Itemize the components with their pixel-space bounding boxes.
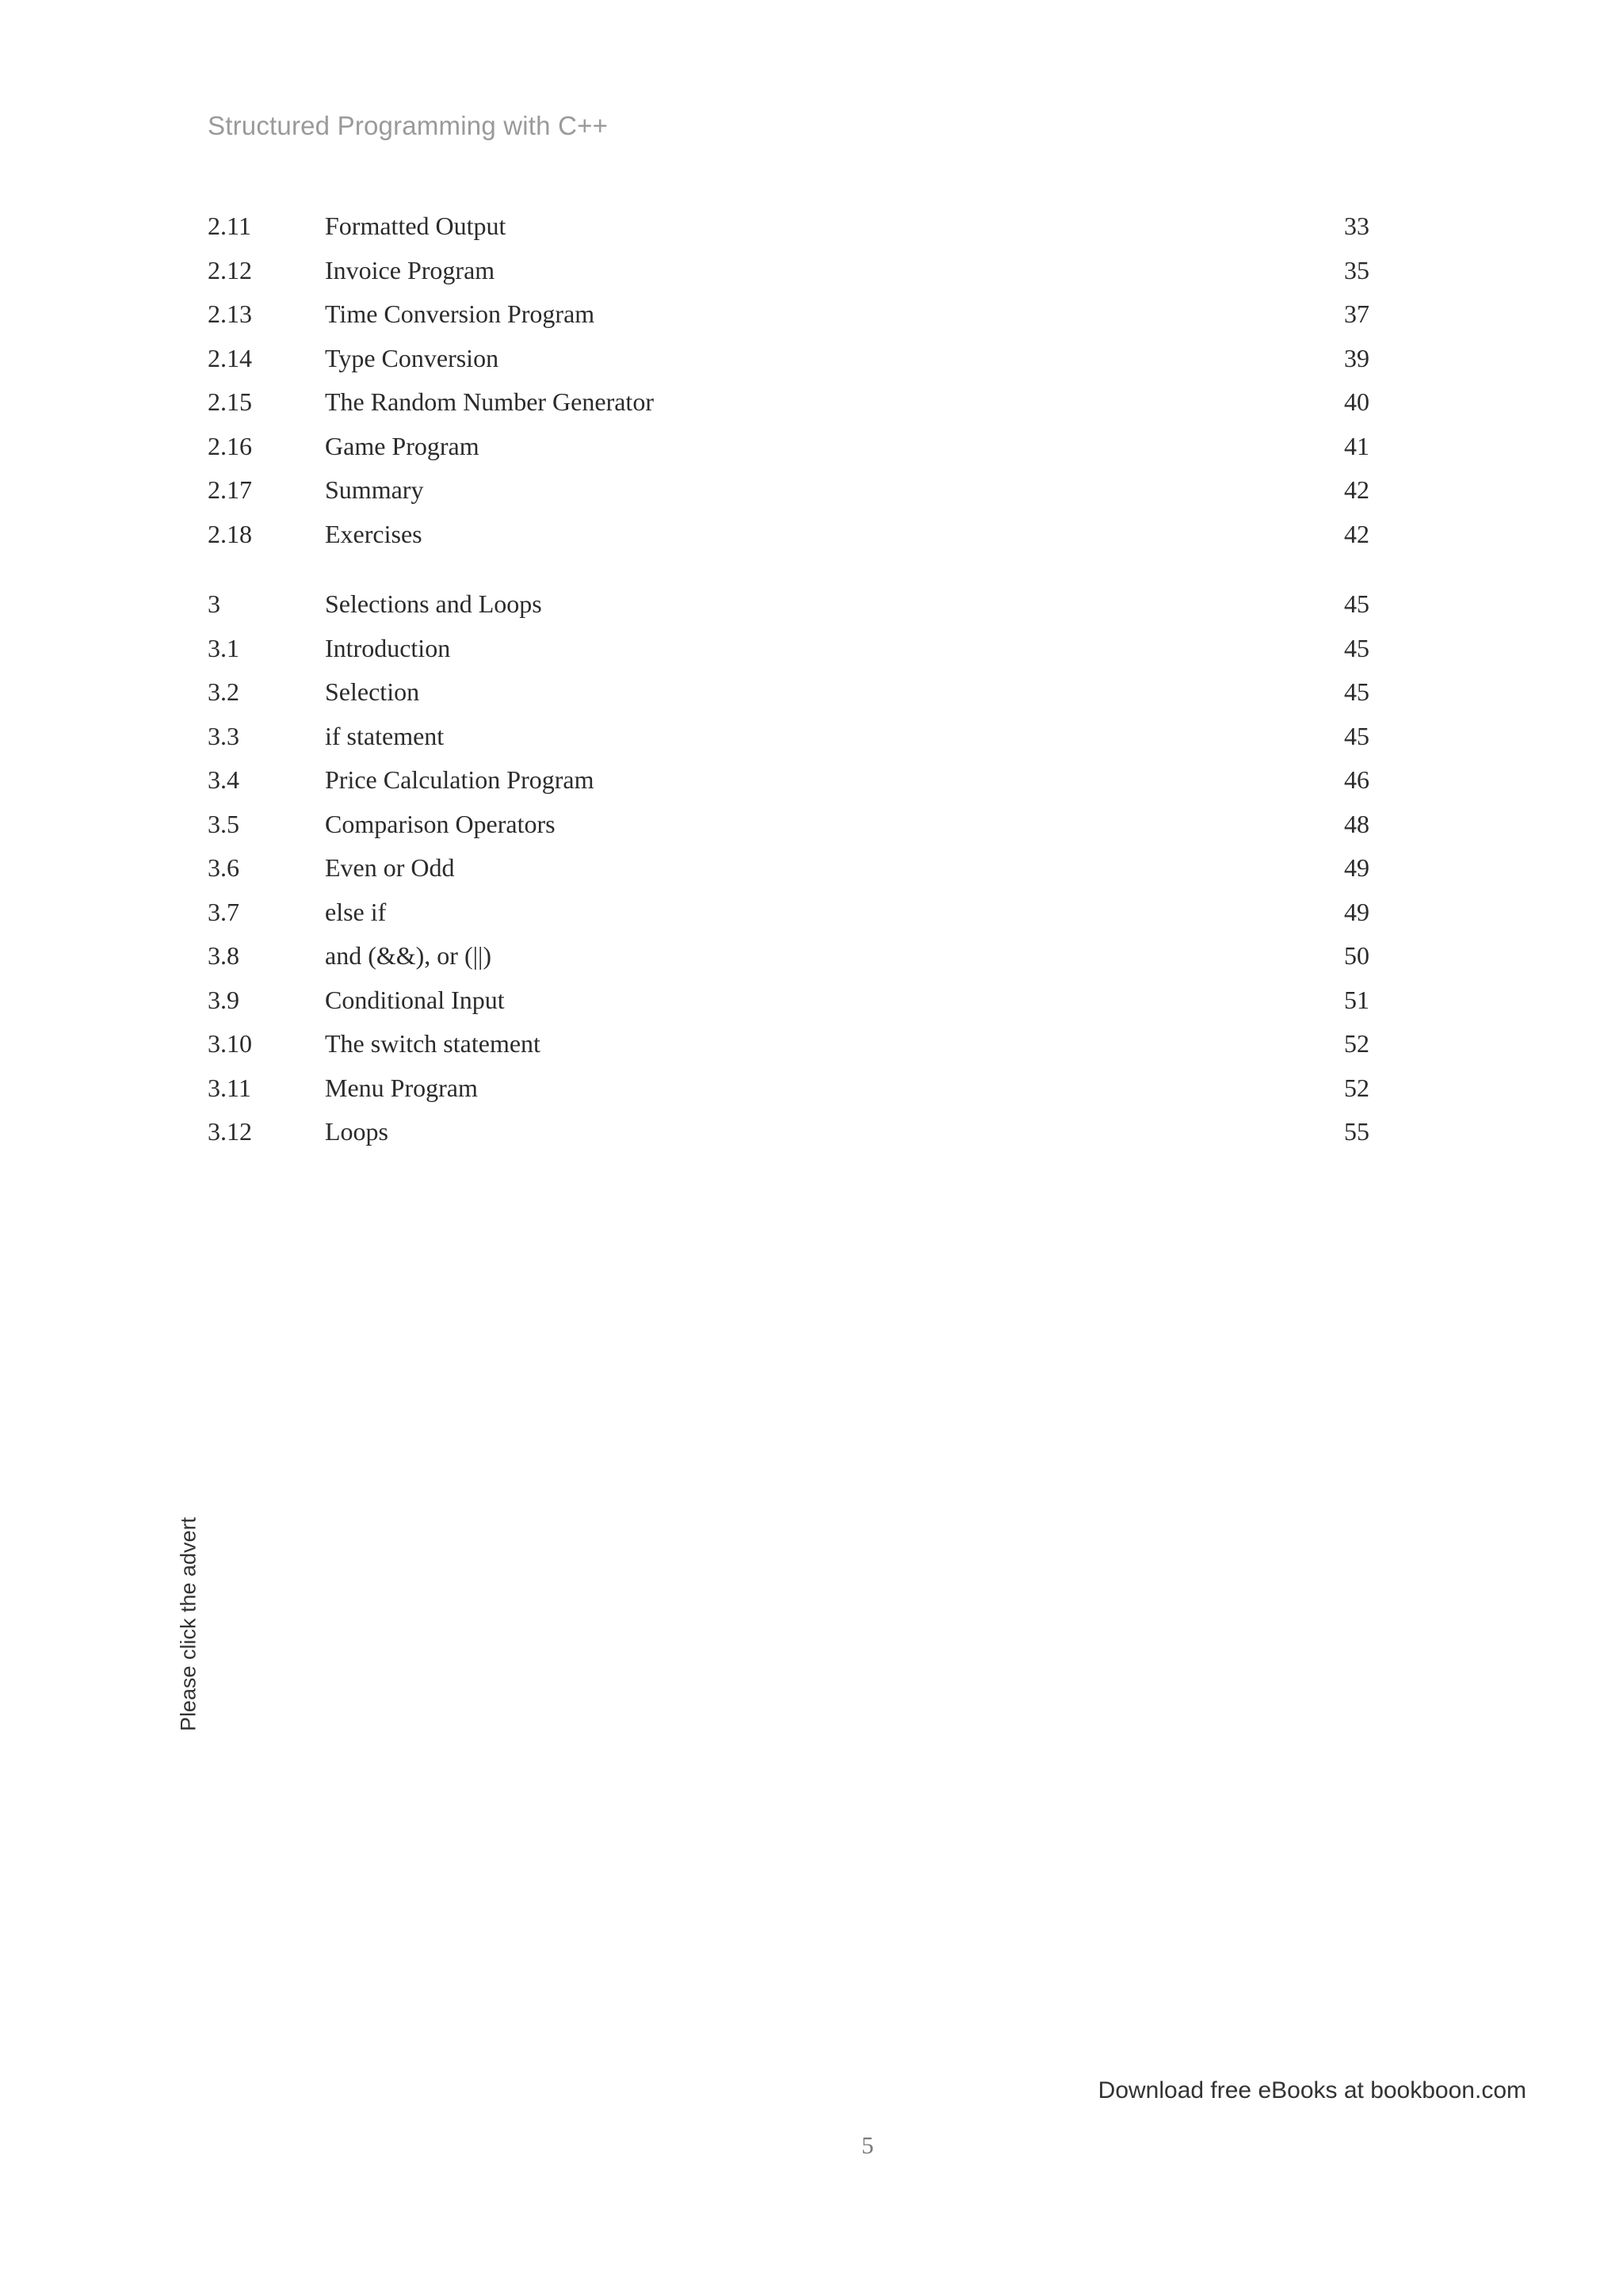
toc-entry[interactable] xyxy=(208,846,1369,891)
toc-chapter-entry[interactable] xyxy=(208,582,1369,627)
toc-entry-title: else if xyxy=(325,897,387,926)
toc-entry-page: 33 xyxy=(1344,212,1369,240)
table-of-contents xyxy=(208,204,1369,1154)
toc-entry-number: 3.2 xyxy=(208,677,239,706)
toc-entry[interactable] xyxy=(208,803,1369,847)
toc-entry-number: 2.18 xyxy=(208,519,252,548)
toc-entry-page: 41 xyxy=(1344,431,1369,460)
toc-entry[interactable] xyxy=(208,249,1369,293)
toc-entry[interactable] xyxy=(208,292,1369,337)
toc-entry-number: 2.12 xyxy=(208,255,252,284)
toc-entry[interactable] xyxy=(208,1110,1369,1154)
toc-entry-number: 2.15 xyxy=(208,387,252,416)
toc-entry[interactable] xyxy=(208,513,1369,557)
toc-entry-title: Menu Program xyxy=(325,1073,478,1102)
toc-entry-page: 46 xyxy=(1344,765,1369,794)
toc-entry-number: 3.12 xyxy=(208,1117,252,1146)
toc-entry-page: 45 xyxy=(1344,677,1369,706)
toc-entry-title: Even or Odd xyxy=(325,853,455,882)
toc-entry-page: 42 xyxy=(1344,475,1369,504)
toc-entry-page: 37 xyxy=(1344,299,1369,328)
toc-entry-number: 3.3 xyxy=(208,721,239,750)
toc-entry[interactable] xyxy=(208,1066,1369,1111)
toc-entry[interactable] xyxy=(208,204,1369,249)
toc-entry-page: 50 xyxy=(1344,941,1369,970)
toc-entry-number: 3.7 xyxy=(208,897,239,926)
toc-entry-title: Loops xyxy=(325,1117,388,1146)
toc-entry[interactable] xyxy=(208,758,1369,803)
toc-entry-title: Game Program xyxy=(325,431,479,460)
toc-entry-number: 3.6 xyxy=(208,853,239,882)
toc-entry-title: Formatted Output xyxy=(325,212,506,240)
toc-entry-title: if statement xyxy=(325,721,445,750)
toc-entry-number: 3 xyxy=(208,589,220,618)
toc-entry[interactable] xyxy=(208,425,1369,469)
toc-entry-page: 49 xyxy=(1344,853,1369,882)
toc-entry-title: Introduction xyxy=(325,633,451,662)
toc-entry-title: Conditional Input xyxy=(325,985,505,1014)
toc-entry-page: 52 xyxy=(1344,1073,1369,1102)
toc-entry[interactable] xyxy=(208,670,1369,715)
toc-entry-page: 51 xyxy=(1344,985,1369,1014)
toc-entry-title: Comparison Operators xyxy=(325,809,556,838)
running-header: Structured Programming with C++ xyxy=(208,111,609,140)
toc-entry-number: 2.16 xyxy=(208,431,252,460)
toc-entry-title: Selections and Loops xyxy=(325,589,542,618)
toc-entry-title: Selection xyxy=(325,677,420,706)
toc-entry-number: 2.17 xyxy=(208,475,252,504)
toc-entry-number: 3.4 xyxy=(208,765,239,794)
toc-entry-number: 3.10 xyxy=(208,1029,252,1058)
toc-entry-page: 39 xyxy=(1344,343,1369,372)
toc-entry-page: 35 xyxy=(1344,255,1369,284)
toc-entry-page: 40 xyxy=(1344,387,1369,416)
toc-entry-title: Exercises xyxy=(325,519,422,548)
toc-entry[interactable] xyxy=(208,468,1369,513)
toc-entry-title: Time Conversion Program xyxy=(325,299,595,328)
toc-entry-page: 52 xyxy=(1344,1029,1369,1058)
toc-entry[interactable] xyxy=(208,978,1369,1023)
toc-entry[interactable] xyxy=(208,715,1369,759)
toc-entry-page: 45 xyxy=(1344,589,1369,618)
toc-entry[interactable] xyxy=(208,1022,1369,1066)
toc-entry-number: 3.9 xyxy=(208,985,239,1014)
toc-entry-title: Invoice Program xyxy=(325,255,495,284)
toc-entry-title: Type Conversion xyxy=(325,343,499,372)
toc-entry-number: 3.8 xyxy=(208,941,239,970)
toc-entry-page: 48 xyxy=(1344,809,1369,838)
toc-entry-page: 42 xyxy=(1344,519,1369,548)
toc-entry-title: The Random Number Generator xyxy=(325,387,654,416)
toc-entry-page: 45 xyxy=(1344,633,1369,662)
toc-entry-number: 2.13 xyxy=(208,299,252,328)
page-number: 5 xyxy=(861,2131,874,2159)
toc-entry-page: 49 xyxy=(1344,897,1369,926)
toc-entry-title: Price Calculation Program xyxy=(325,765,594,794)
toc-entry[interactable] xyxy=(208,891,1369,935)
advert-link[interactable]: Please click the advert xyxy=(176,1516,200,1732)
toc-group xyxy=(208,582,1369,1154)
toc-entry[interactable] xyxy=(208,934,1369,978)
toc-entry-title: Summary xyxy=(325,475,424,504)
toc-entry[interactable] xyxy=(208,627,1369,671)
download-ebooks-link[interactable]: Download free eBooks at bookboon.com xyxy=(1098,2077,1526,2103)
toc-entry[interactable] xyxy=(208,337,1369,381)
toc-entry-title: The switch statement xyxy=(325,1029,540,1058)
toc-entry-page: 55 xyxy=(1344,1117,1369,1146)
toc-entry[interactable] xyxy=(208,380,1369,425)
toc-entry-number: 3.11 xyxy=(208,1073,251,1102)
toc-entry-number: 2.11 xyxy=(208,212,251,240)
toc-entry-number: 2.14 xyxy=(208,343,252,372)
toc-entry-page: 45 xyxy=(1344,721,1369,750)
toc-entry-title: and (&&), or (||) xyxy=(325,941,492,970)
toc-group xyxy=(208,204,1369,556)
toc-entry-number: 3.5 xyxy=(208,809,239,838)
toc-entry-number: 3.1 xyxy=(208,633,239,662)
